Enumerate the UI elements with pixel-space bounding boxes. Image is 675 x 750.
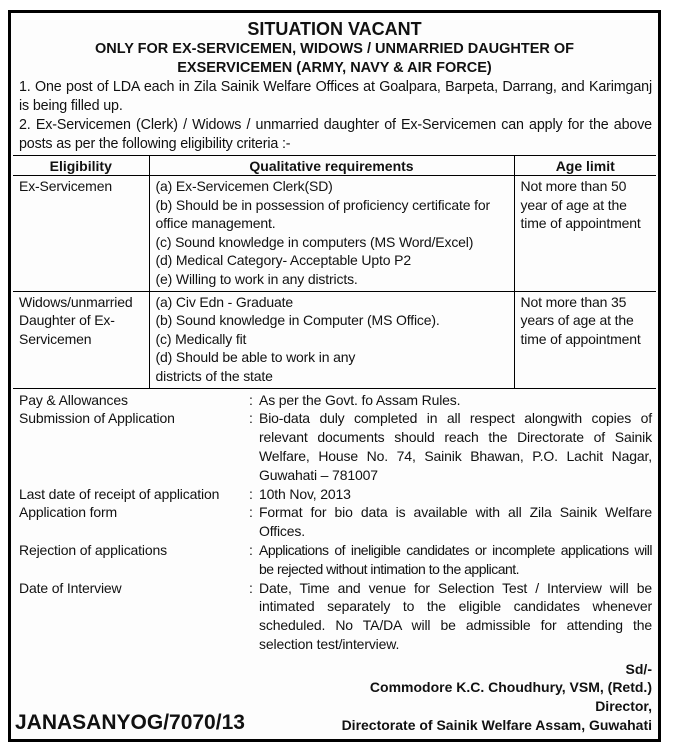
eligibility-cell: Ex-Servicemen [13,176,149,292]
paragraph-1: 1. One post of LDA each in Zila Sainik Welfare Offices at Goalpara, Barpeta, Darrang, and Karimganj is being filled up. [19,79,652,114]
detail-value: Applications of ineligible candidates or incomplete applications will be rejected without intimation to the applicant. [259,541,652,577]
footer [15,660,652,735]
detail-value: Date, Time and venue for Selection Test / Interview will be intimated separately to the eligible candidates whenever scheduled. No TA/DA will be admissible for attending the selection test/interview. [259,579,652,652]
signature-block [342,660,652,735]
detail-value: Bio-data duly completed in all respect alongwith copies of relevant documents should reach the Directorate of Sainik Welfare, House No. 74, Sainik Bhawan, P.O. Lachit Nagar, Guwahati – 781007 [259,410,652,483]
header-age-limit: Age limit [514,156,656,176]
eligibility-table [13,155,656,389]
header-eligibility: Eligibility [13,156,149,176]
detail-label: Date of Interview [19,579,122,596]
detail-label: Application form [19,504,117,521]
colon: : [249,410,253,427]
detail-label: Pay & Allowances [19,391,128,408]
colon: : [249,391,253,408]
table-row [13,291,656,388]
paragraph-2: 2. Ex-Servicemen (Clerk) / Widows / unmarried daughter of Ex-Servicemen can apply for the above posts as per the following eligibility criteria :- [19,117,652,152]
detail-row [19,579,652,654]
detail-row [19,485,652,504]
advertisement [8,10,661,742]
requirement-item: (d) Medical Category- Acceptable Upto P2 [155,252,411,269]
eligibility-cell: Widows/unmarried Daughter of Ex-Servicemen [13,291,149,388]
table-row [13,176,656,292]
detail-row [19,409,652,484]
requirement-item: (d) Should be able to work in any districts of the state [155,349,356,384]
age-limit-cell: Not more than 50 year of age at the time of appointment [514,176,656,292]
colon: : [249,541,253,558]
requirement-item: (c) Sound knowledge in computers (MS Word/Excel) [155,233,474,250]
detail-row [19,541,652,579]
reference-number: JANASANYOG/7070/13 [15,710,245,734]
ad-title: SITUATION VACANT [247,19,422,39]
signatory-name: Commodore K.C. Choudhury, VSM, (Retd.) [369,679,652,696]
detail-label: Last date of receipt of application [19,485,220,502]
requirement-item: (a) Ex-Servicemen Clerk(SD) [155,178,333,194]
details-list [19,391,652,654]
signature-sd: Sd/- [625,660,652,677]
header-requirements: Qualitative requirements [149,156,514,176]
requirements-cell [149,291,514,388]
requirement-item: (a) Civ Edn - Graduate [155,293,294,310]
detail-label: Submission of Application [19,410,175,427]
colon: : [249,504,253,521]
requirement-item: (b) Should be in possession of proficiency certificate for office management. [155,196,490,232]
signatory-title: Director, [595,698,652,715]
requirements-cell [149,176,514,292]
detail-label: Rejection of applications [19,541,168,558]
signatory-office: Directorate of Sainik Welfare Assam, Guwahati [341,717,652,734]
requirement-item: (e) Willing to work in any districts. [155,270,358,287]
detail-row [19,503,652,541]
detail-row [19,391,652,410]
colon: : [249,579,253,596]
detail-value: As per the Govt. fo Assam Rules. [259,391,461,408]
age-limit-cell: Not more than 35 years of age at the time of appointment [514,291,656,388]
requirement-item: (b) Sound knowledge in Computer (MS Office). [155,312,440,329]
detail-value: 10th Nov, 2013 [259,485,351,502]
detail-value: Format for bio data is available with all Zila Sainik Welfare Offices. [259,504,652,540]
requirement-item: (c) Medically fit [155,330,247,347]
subtitle-line: ONLY FOR EX-SERVICEMEN, WIDOWS / UNMARRIED DAUGHTER OF [94,41,575,57]
colon: : [249,485,253,502]
subtitle-line: EXSERVICEMEN (ARMY, NAVY & AIR FORCE) [177,60,492,76]
